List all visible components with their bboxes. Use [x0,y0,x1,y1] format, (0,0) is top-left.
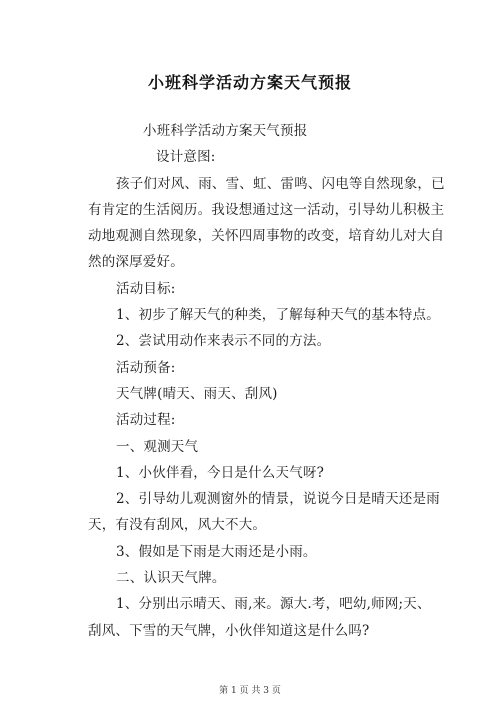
list-item-continuation: 天，有没有刮风，风大不大。 [88,517,267,534]
list-item: 1、小伙伴看，今日是什么天气呀? [116,464,325,481]
section-heading: 活动过程: [116,412,176,429]
section-heading: 设计意图: [156,149,216,166]
list-item: 1、初步了解天气的种类，了解每种天气的基本特点。 [116,307,440,324]
document-body [88,118,445,644]
subsection-heading: 二、认识天气牌。 [116,570,226,587]
page-footer: 第 1 页 共 3 页 [219,686,281,696]
page-title: 小班科学活动方案天气预报 [147,73,352,92]
list-item: 2、尝试用动作来表示不同的方法。 [116,333,331,350]
section-heading: 活动目标: [116,280,176,297]
paragraph-line: 孩子们对风、雨、雪、虹、雷鸣、闪电等自然现象，已 [116,175,445,192]
subsection-heading: 一、观测天气 [116,438,199,455]
paragraph-line: 有肯定的生活阅历。我设想通过这一活动，引导幼儿积极主 [88,201,445,218]
subtitle-line: 小班科学活动方案天气预报 [143,123,308,139]
paragraph-line: 动地观测自然现象，关怀四周事物的改变，培育幼儿对大自 [88,228,445,245]
list-item: 3、假如是下雨是大雨还是小雨。 [116,543,317,560]
list-item: 1、分别出示晴天、雨,来。源大.考，吧幼,师网;天、 [116,596,431,613]
list-item-continuation: 刮风、下雪的天气牌，小伙伴知道这是什么吗? [88,622,370,639]
section-heading: 活动预备: [116,359,176,376]
list-item: 2、引导幼儿观测窗外的情景，说说今日是晴天还是雨 [116,491,440,508]
paragraph-line: 天气牌(晴天、雨天、刮风) [116,385,278,402]
paragraph-line: 然的深厚爱好。 [88,254,184,271]
